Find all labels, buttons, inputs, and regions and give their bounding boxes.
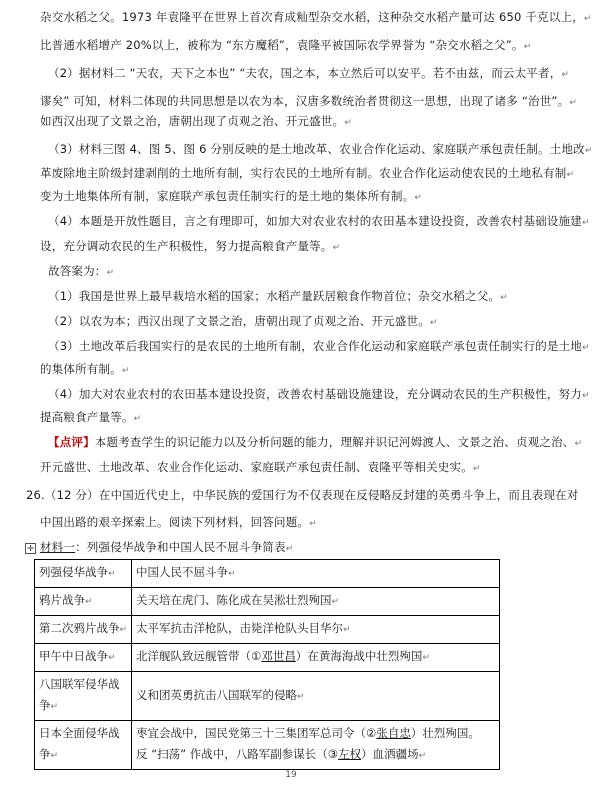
answer-line: 革废除地主阶级封建剥削的土地所有制，实行农民的土地所有制。农业合作化运动使农民的土地私有制↵ (40, 166, 575, 180)
answer-line: 杂交水稻之父。1973 年袁隆平在世界上首次育成籼型杂交水稻，这种杂交水稻产量可达 650 千克以上，↵ (40, 10, 592, 24)
table-row (35, 616, 500, 644)
table-row (35, 672, 500, 721)
table-cell: 八国联军侵华战 争↵ (35, 672, 132, 721)
answer-line: （3）材料三图 4、图 5、图 6 分别反映的是土地改革、农业合作化运动、家庭联产承包责任制。土地改↵ (48, 142, 593, 156)
comment-line: 【点评】本题考查学生的识记能力以及分析问题的能力，理解并识记河姆渡人、文景之治、贞观之治、↵ (48, 435, 583, 449)
answer-line: （3）土地改革后我国实行的是农民的土地所有制，农业合作化运动和家庭联产承包责任制实行的是土地↵ (48, 339, 590, 353)
material-one-title: 材料一：列强侵华战争和中国人民不屈斗争简表↵ (40, 540, 294, 554)
answer-line: （4）加大对农业农村的农田基本建设投资，改善农村基础设施建设，充分调动农民的生产积极性，努力↵ (48, 387, 590, 401)
table-row (35, 588, 500, 616)
answer-line: 如西汉出现了文景之治，唐朝出现了贞观之治、开元盛世。↵ (40, 114, 352, 128)
table-row (35, 644, 500, 672)
table-cell: 关天培在虎门、陈化成在吴淞壮烈殉国↵ (132, 588, 500, 616)
question-26-stem: 中国出路的艰辛探索上。阅读下列材料，回答问题。↵ (40, 515, 317, 529)
comment-tag: 【点评】 (48, 435, 95, 449)
table-cell: 义和团英勇抗击八国联军的侵略↵ (132, 672, 500, 721)
table-cell: 日本全面侵华战 争↵ (35, 721, 132, 770)
comment-line: 开元盛世、土地改革、农业合作化运动、家庭联产承包责任制、袁隆平等相关史实。↵ (40, 460, 481, 474)
table-cell: 鸦片战争↵ (35, 588, 132, 616)
answer-line: 设，充分调动农民的生产积极性，努力提高粮食产量等。↵ (40, 239, 341, 253)
table-cell: 甲午中日战争↵ (35, 644, 132, 672)
table-cell: 第二次鸦片战争↵ (35, 616, 132, 644)
wars-table (34, 559, 500, 770)
table-cell: 中国人民不屈斗争↵ (132, 560, 500, 588)
move-anchor-icon[interactable]: ✛ (25, 543, 36, 554)
table-cell: 枣宜会战中，国民党第三十三集团军总司令（②张自忠）壮烈殉国。 反 “扫荡” 作战中，八路军副参谋长（③左权）血洒疆场↵ (132, 721, 500, 770)
page-number: 19 (285, 770, 297, 780)
answer-line: 比普通水稻增产 20%以上，被称为 “东方魔稻”，袁隆平被国际农学界誉为 “杂交水稻之父”。↵ (40, 38, 532, 52)
answer-line: （2）以农为本；西汉出现了文景之治，唐朝出现了贞观之治、开元盛世。↵ (48, 314, 438, 328)
answer-blank: 左权 (338, 747, 362, 761)
answer-line: （2）据材料二 “天农，天下之本也” “夫农，国之本，本立然后可以安平。若不由兹，而云太平者，↵ (48, 66, 570, 80)
answer-line: （4）本题是开放性题目，言之有理即可，如加大对农业农村的农田基本建设投资，改善农村基础设施建↵ (48, 214, 590, 228)
table-row (35, 721, 500, 770)
answer-blank: 邓世昌 (261, 649, 296, 663)
answer-line: 故答案为：↵ (48, 264, 115, 278)
table-row (35, 560, 500, 588)
answer-blank: 张自忠 (376, 726, 411, 740)
table-cell: 北洋舰队致远舰管带（①邓世昌）在黄海海战中壮烈殉国↵ (132, 644, 500, 672)
answer-line: 谬矣” 可知，材料二体现的共同思想是以农为本，汉唐多数统治者贯彻这一思想，出现了诸多 “治世”。↵ (40, 94, 578, 108)
answer-line: 的集体所有制。↵ (40, 362, 130, 376)
answer-line: 提高粮食产量等。↵ (40, 410, 142, 424)
table-cell: 列强侵华战争↵ (35, 560, 132, 588)
answer-line: （1）我国是世界上最早栽培水稻的国家；水稻产量跃居粮食作物首位；杂交水稻之父。↵ (48, 289, 508, 303)
question-26-stem: 26.（12 分）在中国近代史上，中华民族的爱国行为不仅表现在反侵略反封建的英勇斗争上，而且表现在对 (26, 488, 579, 502)
answer-line: 变为土地集体所有制，家庭联产承包责任制实行的是土地的集体所有制。↵ (40, 189, 423, 203)
table-cell: 太平军抗击洋枪队，击毙洋枪队头目华尔↵ (132, 616, 500, 644)
